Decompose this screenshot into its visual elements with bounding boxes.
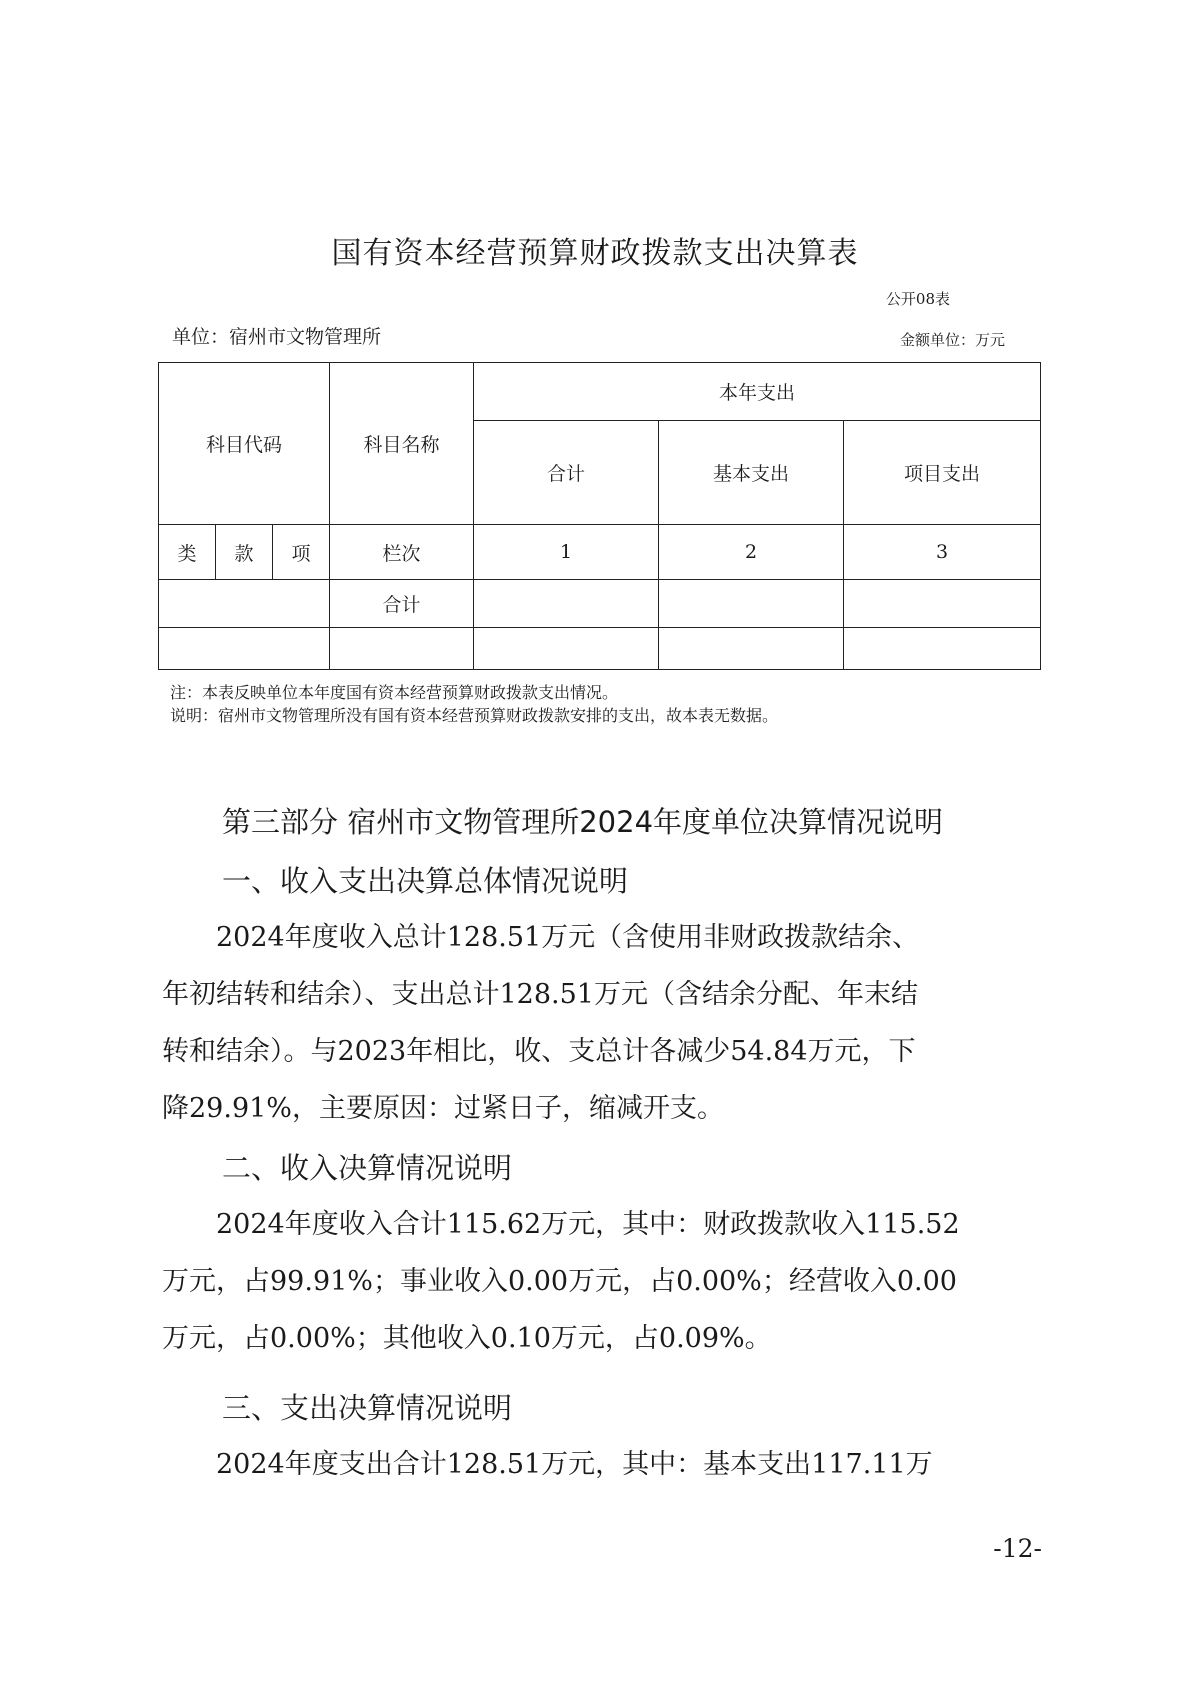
- row-column-label: 栏次: [330, 525, 474, 580]
- total-row-project-cell: [844, 580, 1041, 628]
- total-row-label: 合计: [330, 580, 474, 628]
- expenditure-table: [158, 362, 1041, 670]
- section-heading-income: 二、收入决算情况说明: [222, 1151, 513, 1185]
- empty-cell: [844, 628, 1041, 670]
- header-subject-name: 科目名称: [330, 363, 474, 525]
- header-row-1: [159, 363, 1041, 421]
- empty-cell: [330, 628, 474, 670]
- header-current-year-expenditure: 本年支出: [474, 363, 1041, 421]
- paragraph-line: 2024年度收入总计128.51万元（含使用非财政拨款结余、: [162, 922, 920, 953]
- total-row-total-cell: [474, 580, 659, 628]
- paragraph-line: 2024年度收入合计115.62万元，其中：财政拨款收入115.52: [162, 1209, 960, 1240]
- sub-header-kuan: 款: [216, 525, 273, 580]
- empty-cell: [159, 628, 330, 670]
- unit-label: 单位：宿州市文物管理所: [172, 326, 382, 348]
- table-explanation: 说明：宿州市文物管理所没有国有资本经营预算财政拨款安排的支出，故本表无数据。: [170, 706, 779, 725]
- page-number: -12-: [993, 1534, 1042, 1563]
- empty-cell: [659, 628, 844, 670]
- paragraph-expenditure: [162, 1436, 1040, 1493]
- paragraph-line: 降29.91%，主要原因：过紧日子，缩减开支。: [162, 1093, 724, 1124]
- total-row: [159, 580, 1041, 628]
- paragraph-overview: [162, 909, 1040, 1137]
- header-subject-code: 科目代码: [159, 363, 330, 525]
- paragraph-line: 转和结余）。与2023年相比，收、支总计各减少54.84万元，下: [162, 1036, 916, 1067]
- column-number-1: 1: [474, 525, 659, 580]
- column-number-3: 3: [844, 525, 1041, 580]
- total-row-code-cell: [159, 580, 330, 628]
- amount-unit-label: 金额单位：万元: [900, 331, 1006, 349]
- empty-cell: [474, 628, 659, 670]
- column-number-2: 2: [659, 525, 844, 580]
- table-note: 注：本表反映单位本年度国有资本经营预算财政拨款支出情况。: [170, 683, 619, 702]
- header-basic-expenditure: 基本支出: [659, 421, 844, 525]
- part-title: 第三部分 宿州市文物管理所2024年度单位决算情况说明: [222, 805, 944, 839]
- section-heading-expenditure: 三、支出决算情况说明: [222, 1391, 513, 1425]
- total-row-basic-cell: [659, 580, 844, 628]
- column-number-row: [159, 525, 1041, 580]
- sub-header-lei: 类: [159, 525, 216, 580]
- sub-header-xiang: 项: [273, 525, 330, 580]
- form-number: 公开08表: [885, 290, 950, 308]
- header-project-expenditure: 项目支出: [844, 421, 1041, 525]
- paragraph-line: 万元，占0.00%；其他收入0.10万元，占0.09%。: [162, 1323, 772, 1354]
- paragraph-income: [162, 1196, 1040, 1367]
- header-total: 合计: [474, 421, 659, 525]
- paragraph-line: 2024年度支出合计128.51万元，其中：基本支出117.11万: [162, 1449, 933, 1480]
- paragraph-line: 万元，占99.91%；事业收入0.00万元，占0.00%；经营收入0.00: [162, 1266, 957, 1297]
- section-heading-income-expenditure-overview: 一、收入支出决算总体情况说明: [222, 864, 629, 898]
- paragraph-line: 年初结转和结余）、支出总计128.51万元（含结余分配、年末结: [162, 979, 918, 1010]
- table-title: 国有资本经营预算财政拨款支出决算表: [331, 236, 859, 271]
- empty-row: [159, 628, 1041, 670]
